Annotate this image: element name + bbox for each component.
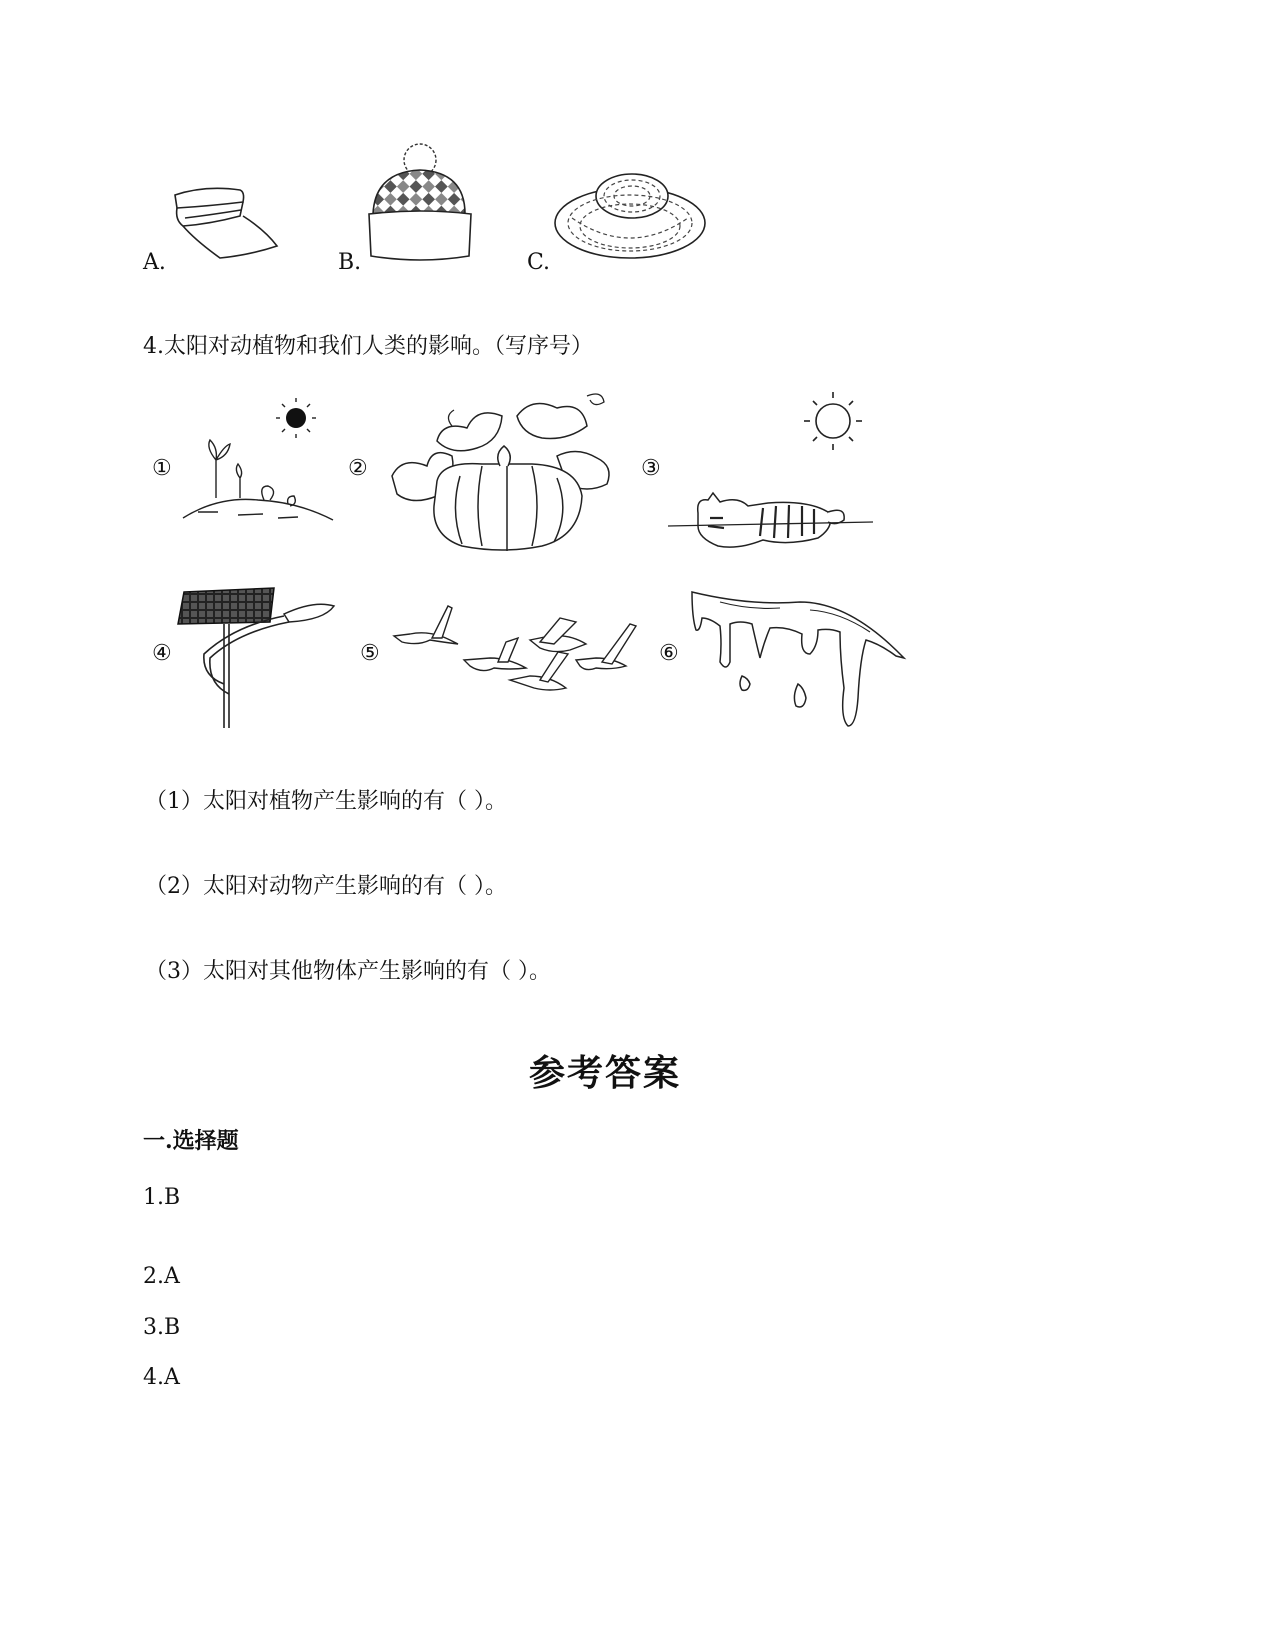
question-4-text: 4.太阳对动植物和我们人类的影响。（写序号） <box>143 334 593 359</box>
visor-hat-icon <box>165 180 285 265</box>
option-a-label: A. <box>143 250 166 275</box>
solar-street-lamp-icon <box>174 586 339 731</box>
sub-question-1: （1）太阳对植物产生影响的有（ ）。 <box>145 789 507 814</box>
straw-hat-icon <box>552 168 707 263</box>
answer-item-3: 3.B <box>143 1315 181 1340</box>
melting-icicles-icon <box>690 588 910 733</box>
answer-item-1: 1.B <box>143 1185 181 1210</box>
picture-number-1: ① <box>152 456 172 481</box>
picture-number-4: ④ <box>152 641 172 666</box>
migrating-geese-icon <box>390 600 645 705</box>
knit-beanie-icon <box>365 142 475 267</box>
answer-item-2: 2.A <box>143 1264 180 1289</box>
option-b-label: B. <box>338 250 362 275</box>
picture-number-5: ⑤ <box>360 641 380 666</box>
option-c-label: C. <box>527 250 551 275</box>
picture-number-2: ② <box>348 456 368 481</box>
answers-section-title: 一.选择题 <box>143 1128 239 1154</box>
picture-number-3: ③ <box>641 456 661 481</box>
sub-question-2: （2）太阳对动物产生影响的有（ ）。 <box>145 874 507 899</box>
picture-number-6: ⑥ <box>659 641 679 666</box>
sprouting-seeds-icon <box>178 400 338 530</box>
pumpkin-plant-icon <box>382 386 622 556</box>
answers-title: 参考答案 <box>528 1052 681 1094</box>
answer-item-4: 4.A <box>143 1365 180 1390</box>
basking-cat-icon <box>668 388 878 563</box>
sub-question-3: （3）太阳对其他物体产生影响的有（ ）。 <box>145 959 551 984</box>
